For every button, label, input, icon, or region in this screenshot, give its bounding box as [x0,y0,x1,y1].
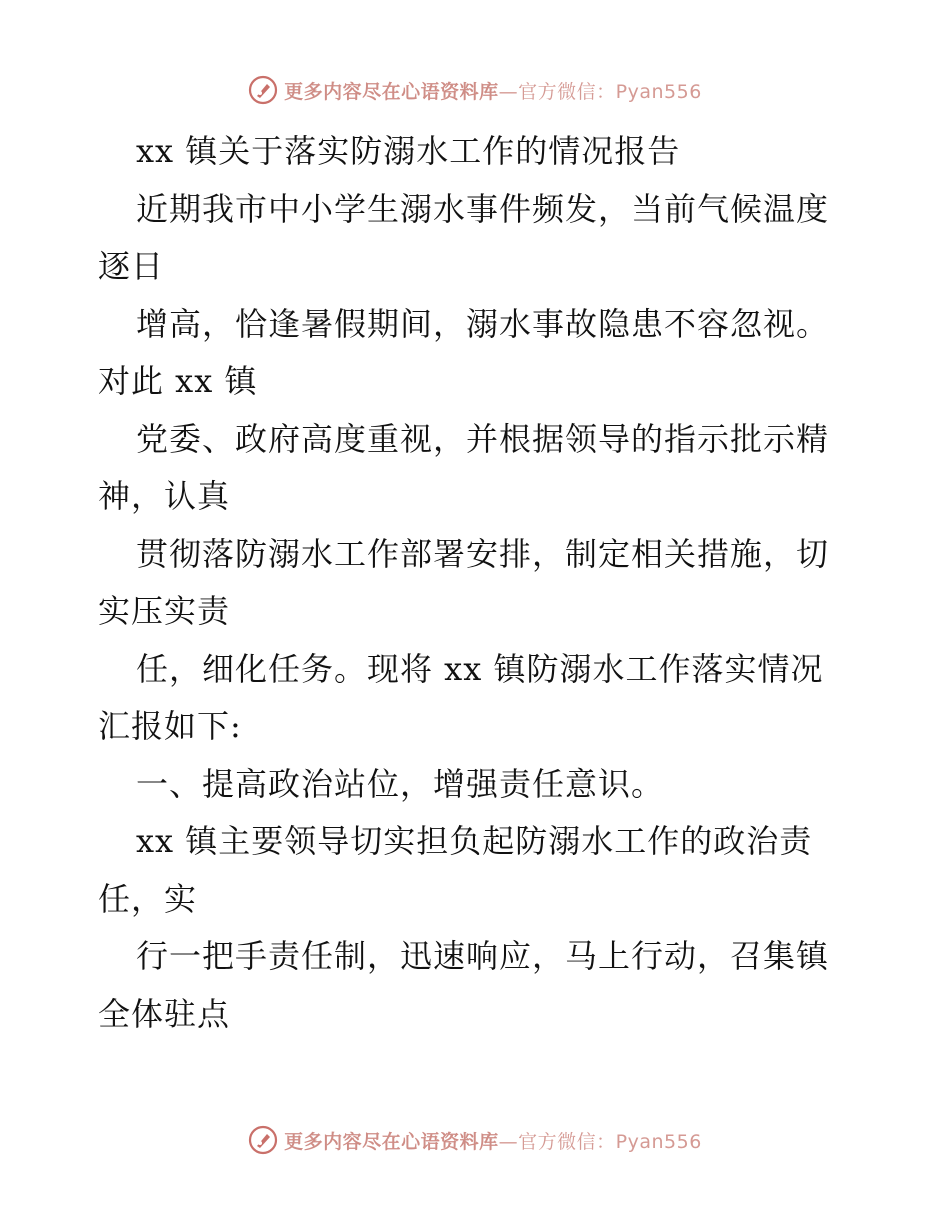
pen-nib-logo-icon [248,1125,278,1155]
paragraph-line: xx 镇主要领导切实担负起防溺水工作的政治责 [136,822,813,860]
section-heading: 一、提高政治站位，增强责任意识。 [136,764,665,803]
paragraph-line: 汇报如下: [98,707,242,745]
pen-nib-logo-icon [248,75,278,105]
paragraph-line: 实压实责 [98,592,231,630]
paragraph-line: 全体驻点 [98,994,231,1033]
paragraph-line: 行一把手责任制，迅速响应，马上行动，召集镇 [136,937,830,975]
footer-watermark [0,1120,950,1160]
paragraph-line: 神，认真 [98,477,231,515]
paragraph-line: 任，细化任务。现将 xx 镇防溺水工作落实情况 [136,649,824,688]
paragraph-line: 任，实 [98,879,198,918]
watermark-text: 更多内容尽在心语资料库—官方微信：Pyan556 [284,1130,702,1153]
watermark-text: 更多内容尽在心语资料库—官方微信：Pyan556 [284,80,702,103]
header-watermark [0,70,950,110]
document-title: xx 镇关于落实防溺水工作的情况报告 [136,132,681,170]
paragraph-line: 党委、政府高度重视，并根据领导的指示批示精 [136,419,830,458]
document-body [98,123,858,1043]
paragraph-line: 逐日 [98,247,165,285]
paragraph-line: 近期我市中小学生溺水事件频发，当前气候温度 [136,189,830,228]
paragraph-line: 贯彻落防溺水工作部署安排，制定相关措施，切 [136,534,830,573]
paragraph-line: 增高，恰逢暑假期间，溺水事故隐患不容忽视。 [136,304,830,343]
paragraph-line: 对此 xx 镇 [98,362,258,400]
